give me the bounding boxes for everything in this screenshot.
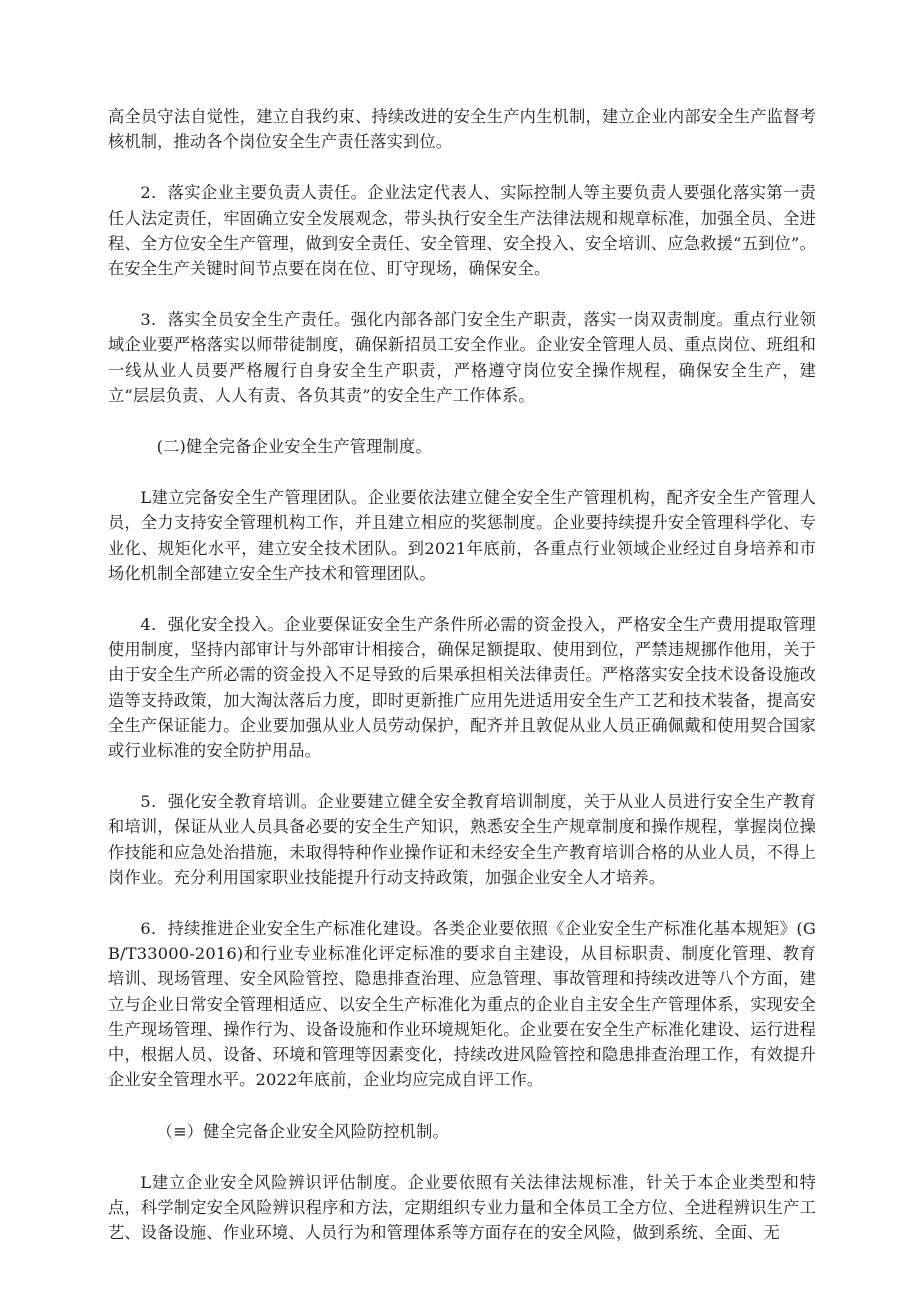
paragraph-continuation: 高全员守法自觉性，建立自我约束、持续改进的安全生产内生机制，建立企业内部安全生产监督考核机制，推动各个岗位安全生产责任落实到位。	[108, 107, 816, 152]
paragraph-item-5: 5．强化安全教育培训。企业要建立健全安全教育培训制度，关于从业人员进行安全生产教育和培训，保证从业人员具备必要的安全生产知识，熟悉安全生产规章制度和操作规程，掌握岗位操作技能和应急处治措施，未取得特种作业操作证和未经安全生产教育培训合格的从业人员，不得上岗作业。充分利用国家职业技能提升行动支持政策，加强企业安全人才培养。	[108, 792, 816, 887]
paragraph-item-l-risk: L建立企业安全风险辨识评估制度。企业要依照有关法律法规标准，针关于本企业类型和特点，科学制定安全风险辨识程序和方法，定期组织专业力量和全体员工全方位、全进程辨识生产工艺、设备设施、作业环境、人员行为和管理体系等方面存在的安全风险，做到系统、全面、无	[108, 1172, 816, 1243]
paragraph-item-l-team: L建立完备安全生产管理团队。企业要依法建立健全安全生产管理机构，配齐安全生产管理人员，全力支持安全管理机构工作，并且建立相应的奖惩制度。企业要持续提升安全管理科学化、专业化、规矩化水平，建立安全技术团队。到2021年底前，各重点行业领域企业经过自身培养和市场化机制全部建立安全生产技术和管理团队。	[108, 488, 816, 583]
paragraph-item-4: 4．强化安全投入。企业要保证安全生产条件所必需的资金投入，严格安全生产费用提取管理使用制度，坚持内部审计与外部审计相接合，确保足额提取、使用到位，严禁违规挪作他用，关于由于安全生产所必需的资金投入不足导致的后果承担相关法律责任。严格落实安全技术设备设施改造等支持政策，加大淘汰落后力度，即时更新推广应用先进适用安全生产工艺和技术装备，提高安全生产保证能力。企业要加强从业人员劳动保护，配齐并且敦促从业人员正确佩戴和使用契合国家或行业标准的安全防护用品。	[108, 615, 816, 761]
document-body	[108, 104, 816, 1271]
section-heading-2: (二)健全完备企业安全生产管理制度。	[156, 437, 432, 457]
paragraph-item-2: 2．落实企业主要负责人责任。企业法定代表人、实际控制人等主要负责人要强化落实第一责任人法定责任，牢固确立安全发展观念，带头执行安全生产法律法规和规章标准，加强全员、全进程、全方位安全生产管理，做到安全责任、安全管理、安全投入、安全培训、应急救援“五到位”。在安全生产关键时间节点要在岗在位、盯守现场，确保安全。	[108, 183, 816, 279]
section-heading-3: （≡）健全完备企业安全风险防控机制。	[156, 1121, 449, 1141]
paragraph-item-6: 6．持续推进企业安全生产标准化建设。各类企业要依照《企业安全生产标准化基本规矩》(GB/T33000-2016)和行业专业标准化评定标准的要求自主建设，从目标职责、制度化管理、教育培训、现场管理、安全风险管控、隐患排查治理、应急管理、事故管理和持续改进等八个方面，建立与企业日常安全管理相适应、以安全生产标准化为重点的企业自主安全生产管理体系，实现安全生产现场管理、操作行为、设备设施和作业环境规矩化。企业要在安全生产标准化建设、运行进程中，根据人员、设备、环境和管理等因素变化，持续改进风险管控和隐患排查治理工作，有效提升企业安全管理水平。2022年底前，企业均应完成自评工作。	[108, 919, 816, 1090]
paragraph-item-3: 3．落实全员安全生产责任。强化内部各部门安全生产职责，落实一岗双责制度。重点行业领域企业要严格落实以师带徒制度，确保新招员工安全作业。企业安全管理人员、重点岗位、班组和一线从业人员要严格履行自身安全生产职责，严格遵守岗位安全操作规程，确保安全生产，建立“层层负责、人人有责、各负其责”的安全生产工作体系。	[108, 310, 816, 405]
